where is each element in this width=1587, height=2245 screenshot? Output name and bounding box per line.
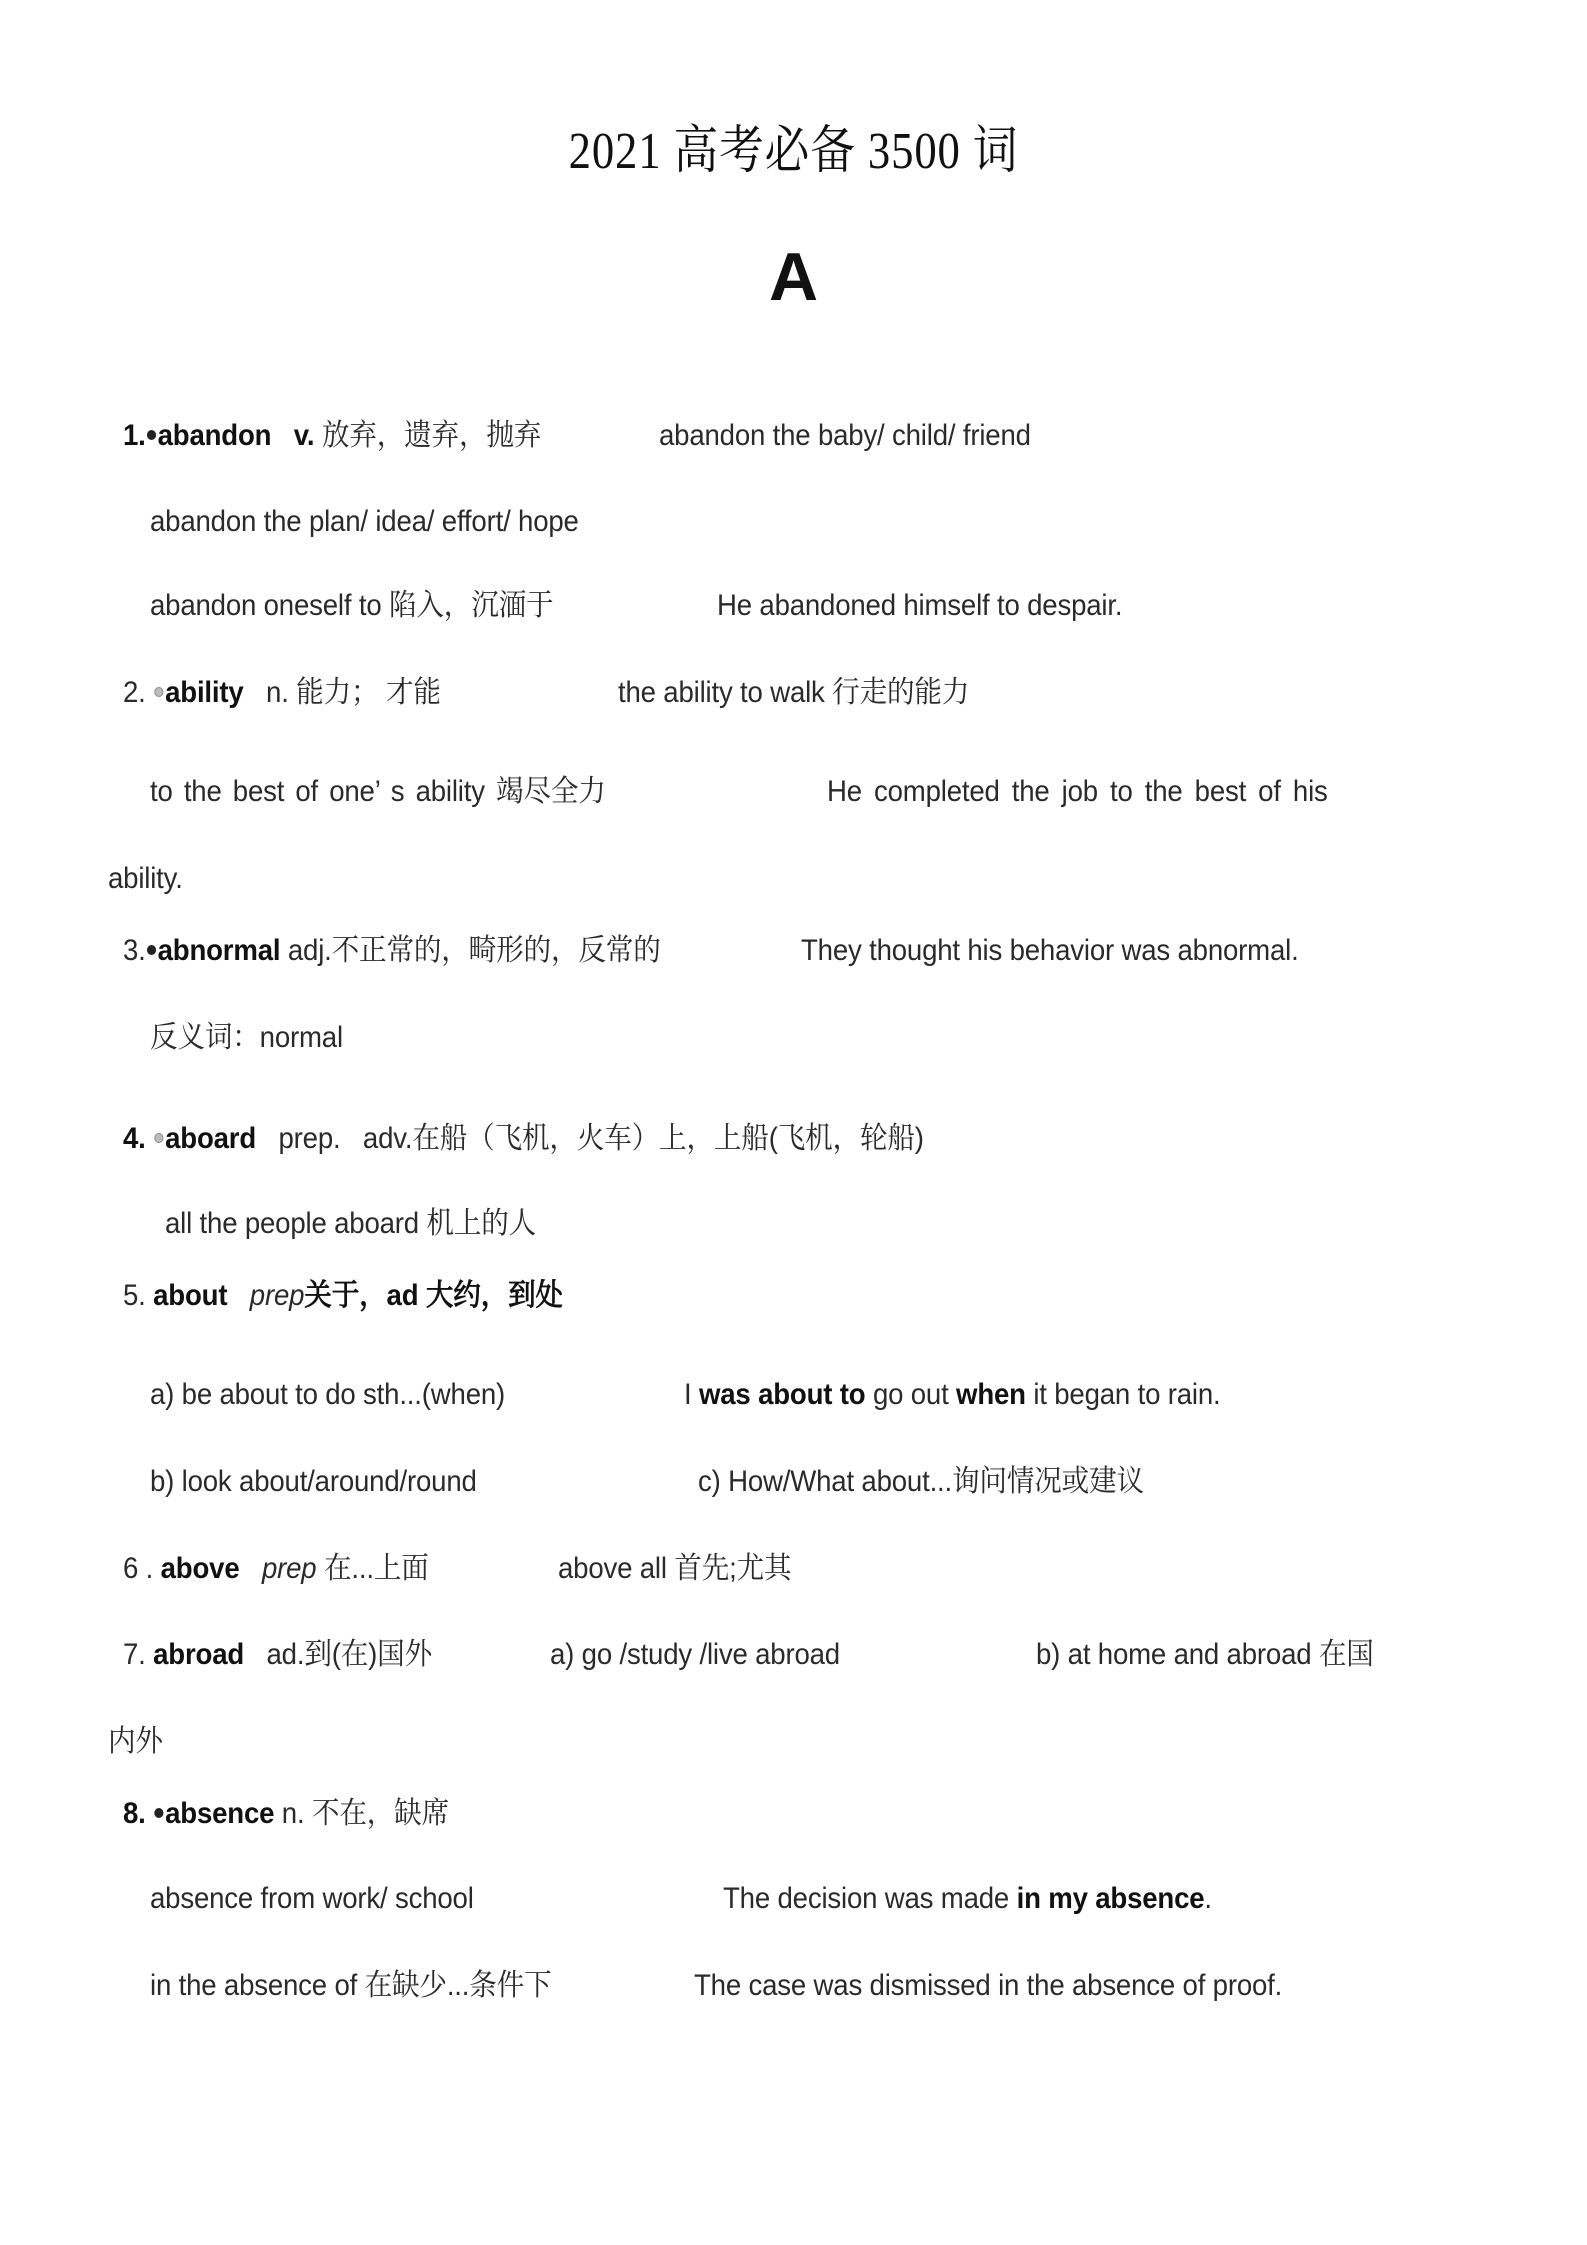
meaning: 放弃，遗弃，抛弃 [321, 419, 542, 452]
section-letter: A [768, 239, 819, 315]
entry-7-line-wrap: 内外 [108, 1725, 163, 1758]
meaning: 不正常的，畸形的，反常的 [331, 934, 661, 967]
entry-2-headline [123, 673, 441, 713]
example-text: I [684, 1378, 699, 1411]
headword: absence [165, 1797, 275, 1830]
example-bold: in my absence [1016, 1882, 1205, 1915]
example-text: go out [865, 1378, 957, 1411]
part-of-speech: adj. [287, 934, 332, 967]
bullet-hollow-icon [154, 687, 163, 697]
entry-5-phrase-b: b) look about/around/round [150, 1465, 477, 1498]
entry-number: 4. [123, 1122, 146, 1155]
example-bold: was about to [698, 1378, 866, 1411]
headword: abandon [157, 419, 272, 452]
entry-2-line-wrap: ability. [108, 862, 183, 895]
part-of-speech: prep [261, 1552, 317, 1585]
entry-2-phrase-example: He completed the job to the best of his [827, 775, 1328, 808]
entry-1-example: abandon the baby/ child/ friend [659, 419, 1031, 452]
entry-1-line-1: abandon the plan/ idea/ effort/ hope [150, 505, 579, 538]
entry-1-phrase-example: He abandoned himself to despair. [717, 589, 1123, 622]
meaning: adv.在船（飞机，火车）上，上船(飞机，轮船) [362, 1122, 924, 1155]
entry-5-phrase-a: a) be about to do sth...(when) [150, 1378, 506, 1411]
example-text: it began to rain. [1025, 1378, 1221, 1411]
entry-2-phrase: to the best of one’ s ability 竭尽全力 [150, 775, 606, 808]
headword: above [160, 1552, 240, 1585]
entry-6-headline [123, 1549, 429, 1589]
document-title: 2021 高考必备 3500 词 [568, 123, 1019, 180]
meaning: 能力； 才能 [296, 676, 441, 709]
example-bold: when [956, 1378, 1026, 1411]
part-of-speech: prep. [278, 1122, 341, 1155]
meaning: 关于，ad 大约，到处 [304, 1279, 563, 1312]
entry-number: 5. [123, 1279, 146, 1312]
entry-2-example: the ability to walk 行走的能力 [618, 676, 970, 709]
entry-5-example-a [684, 1375, 1220, 1415]
meaning: 在...上面 [323, 1552, 429, 1585]
entry-1-phrase: abandon oneself to 陷入，沉湎于 [150, 589, 554, 622]
entry-6-example: above all 首先;尤其 [558, 1552, 792, 1585]
entry-4-line-1: all the people aboard 机上的人 [165, 1207, 537, 1240]
example-text: . [1204, 1882, 1212, 1915]
entry-5-phrase-c: c) How/What about...询问情况或建议 [698, 1465, 1144, 1498]
entry-3-example: They thought his behavior was abnormal. [801, 934, 1299, 967]
meaning: 到(在)国外 [304, 1638, 433, 1671]
entry-number: 3. [123, 934, 146, 967]
example-text: The decision was made [723, 1882, 1017, 1915]
meaning: 不在，缺席 [311, 1797, 450, 1830]
entry-number: 8. [123, 1797, 146, 1830]
entry-4-headline [123, 1119, 924, 1159]
headword: abnormal [157, 934, 281, 967]
entry-number: 2. [123, 676, 146, 709]
entry-3-headline [123, 931, 661, 971]
entry-8-headline [123, 1794, 449, 1834]
entry-8-example-2: The case was dismissed in the absence of proof. [694, 1969, 1283, 2002]
entry-8-phrase-2: in the absence of 在缺少...条件下 [150, 1969, 552, 2002]
entry-3-antonym: 反义词：normal [150, 1021, 343, 1054]
entry-number: 6 . [123, 1552, 154, 1585]
headword: aboard [165, 1122, 257, 1155]
bullet-filled-icon [154, 1808, 163, 1818]
part-of-speech: ad. [266, 1638, 305, 1671]
entry-8-example-1 [723, 1879, 1212, 1919]
part-of-speech: n. [266, 676, 289, 709]
headword: ability [165, 676, 244, 709]
entry-5-headline [123, 1276, 563, 1316]
headword: about [153, 1279, 228, 1312]
entry-number: 7. [123, 1638, 146, 1671]
entry-1-headline [123, 416, 541, 456]
entry-7-example-a: a) go /study /live abroad [550, 1638, 840, 1671]
entry-number: 1. [123, 419, 146, 452]
bullet-filled-icon [147, 430, 156, 440]
part-of-speech: v. [293, 419, 315, 452]
headword: abroad [153, 1638, 245, 1671]
entry-7-headline [123, 1635, 432, 1675]
bullet-filled-icon [147, 945, 156, 955]
part-of-speech: prep [249, 1279, 305, 1312]
entry-8-phrase-1: absence from work/ school [150, 1882, 474, 1915]
entry-7-example-b: b) at home and abroad 在国 [1036, 1638, 1374, 1671]
part-of-speech: n. [281, 1797, 305, 1830]
bullet-hollow-icon [154, 1133, 163, 1143]
